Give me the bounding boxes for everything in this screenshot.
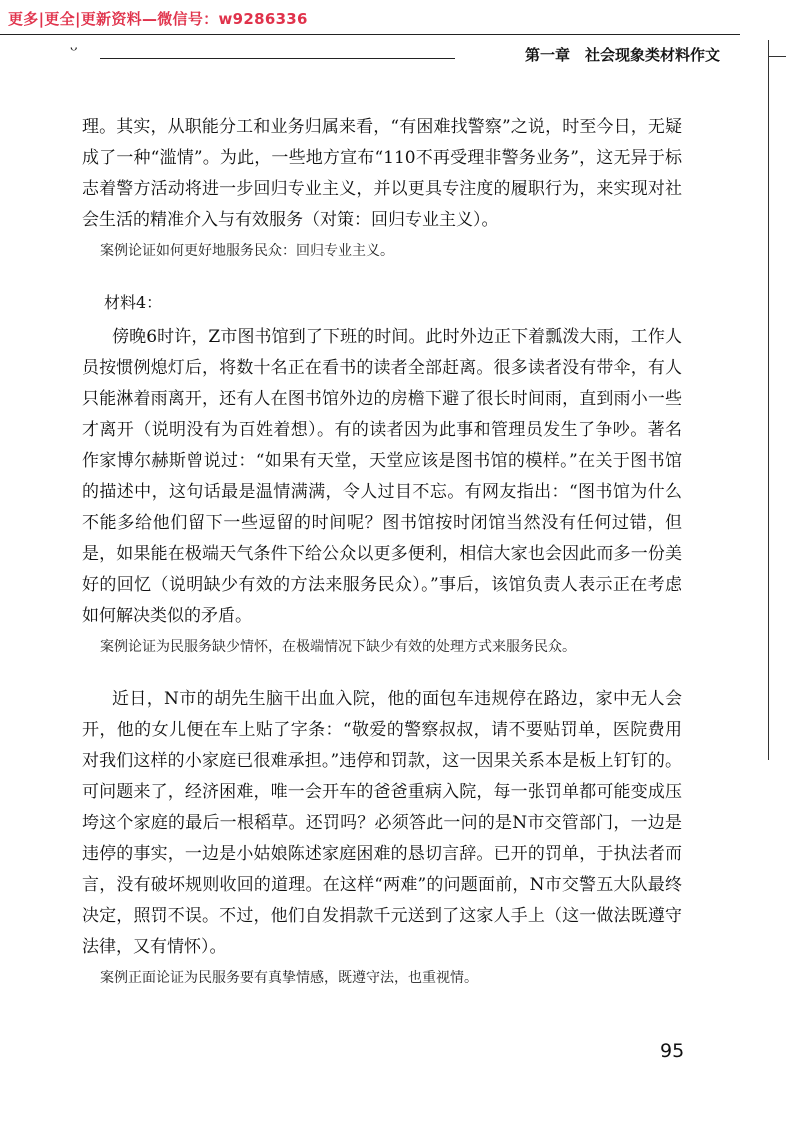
page-header — [0, 38, 800, 78]
paragraph-2: 傍晚6时许，Z市图书馆到了下班的时间。此时外边正下着瓢泼大雨，工作人员按惯例熄灯后，将数十名正在看书的读者全部赶离。很多读者没有带伞，有人只能淋着雨离开，还有人在图书馆外边的房檐下避了很长时间雨，直到雨小一些才离开（说明没有为百姓着想）。有的读者因为此事和管理员发生了争吵。著名作家博尔赫斯曾说过：“如果有天堂，天堂应该是图书馆的模样。”在关于图书馆的描述中，这句话最是温情满满，令人过目不忘。有网友指出：“图书馆为什么不能多给他们留下一些逗留的时间呢？图书馆按时闭馆当然没有任何过错，但是，如果能在极端天气条件下给公众以更多便利，相信大家也会因此而多一份美好的回忆（说明缺少有效的方法来服务民众）。”事后，该馆负责人表示正在考虑如何解决类似的矛盾。 — [82, 327, 682, 626]
watermark-text: 更多|更全|更新资料—微信号：w9286336 — [8, 10, 308, 28]
material-4-heading: 材料4： — [104, 293, 163, 312]
paragraph-3: 近日，N市的胡先生脑干出血入院，他的面包车违规停在路边，家中无人会开，他的女儿便在车上贴了字条：“敬爱的警察叔叔，请不要贴罚单，医院费用对我们这样的小家庭已很难承担。”违停和罚款，这一因果关系本是板上钉钉的。可问题来了，经济困难，唯一会开车的爸爸重病入院，每一张罚单都可能变成压垮这个家庭的最后一根稻草。还罚吗？必须答此一问的是N市交管部门，一边是违停的事实，一边是小姑娘陈述家庭困难的恳切言辞。已开的罚单，于执法者而言，没有破坏规则收回的道理。在这样“两难”的问题面前，N市交警五大队最终决定，照罚不误。不过，他们自发捐款千元送到了这家人手上（这一做法既遵守法律，又有情怀）。 — [82, 689, 682, 957]
case-note-2: 案例论证为民服务缺少情怀，在极端情况下缺少有效的处理方式来服务民众。 — [100, 639, 576, 655]
case-note-1: 案例论证如何更好地服务民众：回归专业主义。 — [100, 243, 394, 259]
paragraph-1: 理。其实，从职能分工和业务归属来看，“有困难找警察”之说，时至今日，无疑成了一种“滥情”。为此，一些地方宣布“110不再受理非警务业务”，这无异于标志着警方活动将进一步回归专业主义，并以更具专注度的履职行为，来实现对社会生活的精准介入与有效服务（对策：回归专业主义）。 — [82, 117, 682, 230]
chapter-title: 第一章 社会现象类材料作文 — [524, 46, 720, 64]
page-number: 95 — [660, 1040, 685, 1062]
page-content — [82, 112, 682, 993]
ornament-icon: ᵕ — [70, 38, 78, 62]
top-rule — [0, 34, 740, 35]
paragraph-spacer — [82, 662, 682, 684]
side-rule — [768, 40, 769, 760]
case-note-3: 案例正面论证为民服务要有真挚情感，既遵守法，也重视情。 — [100, 970, 478, 986]
side-tab — [768, 56, 786, 57]
header-line — [100, 58, 455, 59]
